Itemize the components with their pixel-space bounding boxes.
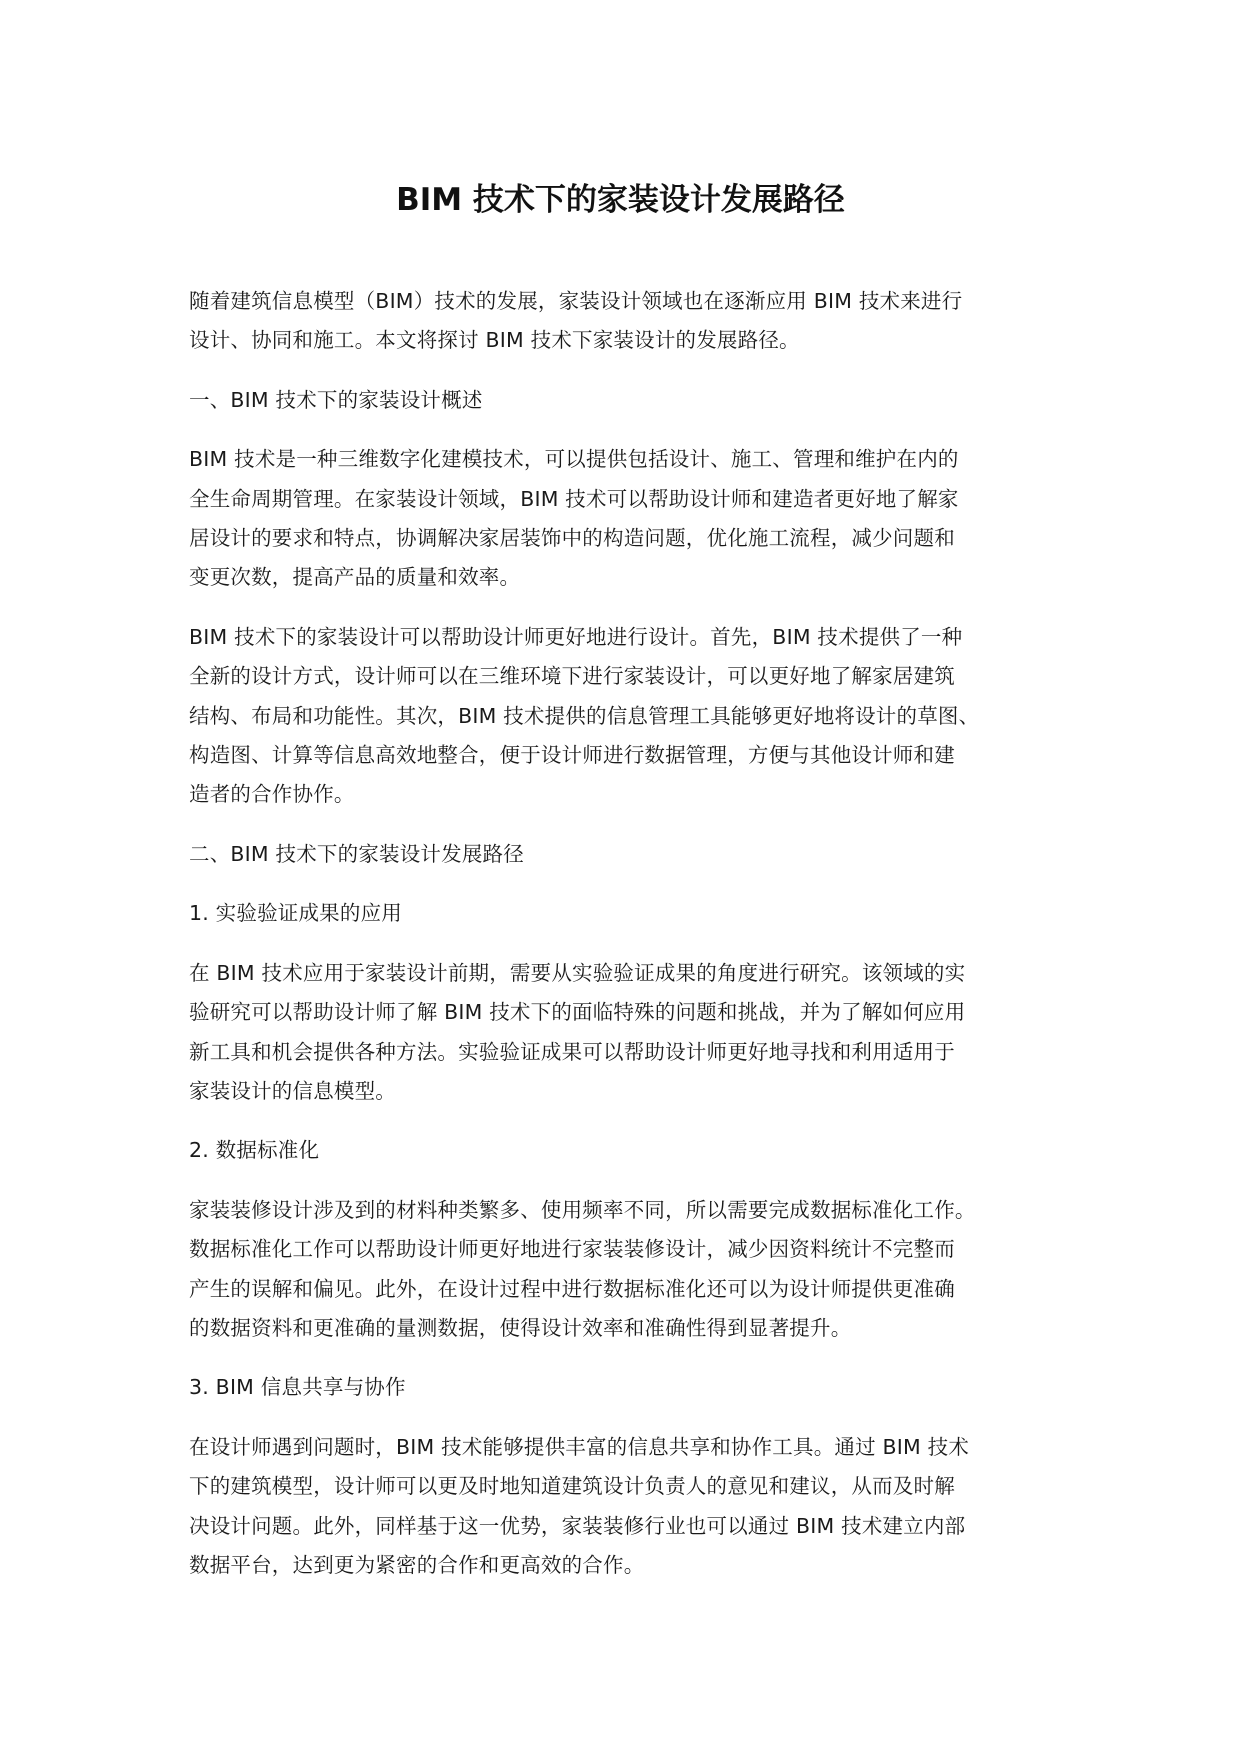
text-line: 全新的设计方式，设计师可以在三维环境下进行家装设计，可以更好地了解家居建筑 (189, 664, 955, 689)
text-line: 的数据资料和更准确的量测数据，使得设计效率和准确性得到显著提升。 (189, 1315, 852, 1340)
text-line: 在 BIM 技术应用于家装设计前期，需要从实验验证成果的角度进行研究。该领域的实 (189, 960, 966, 985)
text-line: 随着建筑信息模型（BIM）技术的发展，家装设计领域也在逐渐应用 BIM 技术来进行 (189, 289, 963, 313)
section-heading-paths: 二、BIM 技术下的家装设计发展路径 (189, 841, 524, 866)
subheading-experiment: 1. 实验验证成果的应用 (189, 901, 402, 926)
text-line: 结构、布局和功能性。其次，BIM 技术提供的信息管理工具能够更好地将设计的草图、 (189, 703, 980, 728)
document-title: BIM 技术下的家装设计发展路径 (396, 182, 845, 218)
paragraph-sharing (189, 1428, 1069, 1586)
text-line: 产生的误解和偏见。此外，在设计过程中进行数据标准化还可以为设计师提供更准确 (189, 1276, 955, 1301)
text-line: 在设计师遇到问题时，BIM 技术能够提供丰富的信息共享和协作工具。通过 BIM 技术 (189, 1434, 970, 1459)
paragraph-overview-2 (189, 618, 1069, 815)
paragraph-standardization (189, 1191, 1069, 1349)
paragraph-overview-1 (189, 440, 1069, 598)
text-line: 新工具和机会提供各种方法。实验验证成果可以帮助设计师更好地寻找和利用适用于 (189, 1039, 955, 1064)
text-line: BIM 技术是一种三维数字化建模技术，可以提供包括设计、施工、管理和维护在内的 (189, 447, 959, 472)
text-line: 构造图、计算等信息高效地整合，便于设计师进行数据管理，方便与其他设计师和建 (189, 743, 955, 768)
text-line: 数据标准化工作可以帮助设计师更好地进行家装装修设计，减少因资料统计不完整而 (189, 1237, 955, 1262)
document-body (189, 282, 1069, 1605)
paragraph-experiment (189, 954, 1069, 1112)
text-line: 下的建筑模型，设计师可以更及时地知道建筑设计负责人的意见和建议，从而及时解 (189, 1474, 955, 1499)
text-line: BIM 技术下的家装设计可以帮助设计师更好地进行设计。首先，BIM 技术提供了一种 (189, 624, 963, 649)
subheading-sharing: 3. BIM 信息共享与协作 (189, 1375, 406, 1400)
text-line: 设计、协同和施工。本文将探讨 BIM 技术下家装设计的发展路径。 (189, 328, 800, 353)
text-line: 造者的合作协作。 (189, 782, 355, 807)
text-line: 家装装修设计涉及到的材料种类繁多、使用频率不同，所以需要完成数据标准化工作。 (189, 1197, 976, 1222)
text-line: 家装设计的信息模型。 (189, 1078, 396, 1103)
text-line: 变更次数，提高产品的质量和效率。 (189, 565, 521, 590)
subheading-standardization: 2. 数据标准化 (189, 1138, 320, 1163)
text-line: 验研究可以帮助设计师了解 BIM 技术下的面临特殊的问题和挑战，并为了解如何应用 (189, 1000, 966, 1025)
text-line: 决设计问题。此外，同样基于这一优势，家装装修行业也可以通过 BIM 技术建立内部 (189, 1513, 966, 1538)
text-line: 全生命周期管理。在家装设计领域，BIM 技术可以帮助设计师和建造者更好地了解家 (189, 486, 959, 511)
paragraph-intro (189, 282, 1069, 361)
section-heading-overview: 一、BIM 技术下的家装设计概述 (189, 387, 483, 412)
text-line: 数据平台，达到更为紧密的合作和更高效的合作。 (189, 1552, 645, 1577)
text-line: 居设计的要求和特点，协调解决家居装饰中的构造问题，优化施工流程，减少问题和 (189, 526, 955, 551)
